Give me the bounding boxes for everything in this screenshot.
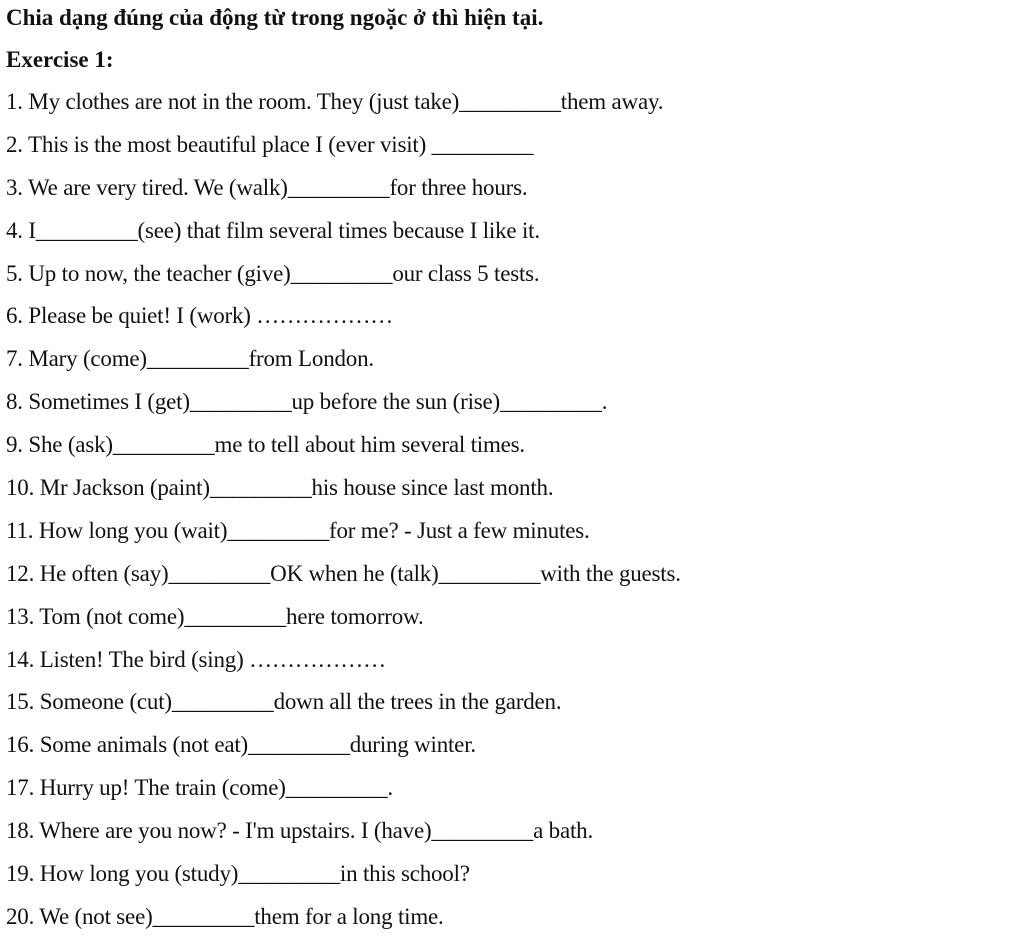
exercise-item-17: 17. Hurry up! The train (come)_________.	[6, 775, 393, 801]
exercise-item-18: 18. Where are you now? - I'm upstairs. I (have)_________a bath.	[6, 818, 594, 844]
exercise-item-2: 2. This is the most beautiful place I (ever visit) _________	[6, 131, 534, 157]
exercise-item-20: 20. We (not see)_________them for a long time.	[6, 903, 444, 929]
exercise-item-19: 19. How long you (study)_________in this school?	[6, 861, 470, 887]
exercise-item-15: 15. Someone (cut)_________down all the trees in the garden.	[6, 689, 562, 715]
exercise-item-13: 13. Tom (not come)_________here tomorrow.	[6, 603, 424, 629]
exercise-list	[6, 81, 1016, 939]
exercise-item-11: 11. How long you (wait)_________for me? - Just a few minutes.	[6, 517, 590, 543]
exercise-item-7: 7. Mary (come)_________from London.	[6, 346, 374, 372]
exercise-item-6: 6. Please be quiet! I (work) ………………	[6, 303, 394, 329]
exercise-item-14: 14. Listen! The bird (sing) ………………	[6, 646, 386, 672]
exercise-item-16: 16. Some animals (not eat)_________during winter.	[6, 732, 476, 758]
exercise-item-10: 10. Mr Jackson (paint)_________his house since last month.	[6, 475, 554, 501]
exercise-item-8: 8. Sometimes I (get)_________up before the sun (rise)_________.	[6, 389, 608, 415]
exercise-item-3: 3. We are very tired. We (walk)_________for three hours.	[6, 174, 528, 200]
exercise-item-4: 4. I_________(see) that film several times because I like it.	[6, 217, 540, 243]
exercise-item-9: 9. She (ask)_________me to tell about him several times.	[6, 432, 525, 458]
worksheet	[6, 0, 1016, 939]
exercise-item-12: 12. He often (say)_________OK when he (talk)_________with the guests.	[6, 560, 681, 586]
exercise-label: Exercise 1:	[6, 47, 114, 72]
exercise-item-1: 1. My clothes are not in the room. They (just take)_________them away.	[6, 89, 664, 114]
worksheet-title: Chia dạng đúng của động từ trong ngoặc ở thì hiện tại.	[6, 5, 544, 30]
exercise-item-5: 5. Up to now, the teacher (give)_________our class 5 tests.	[6, 260, 540, 286]
